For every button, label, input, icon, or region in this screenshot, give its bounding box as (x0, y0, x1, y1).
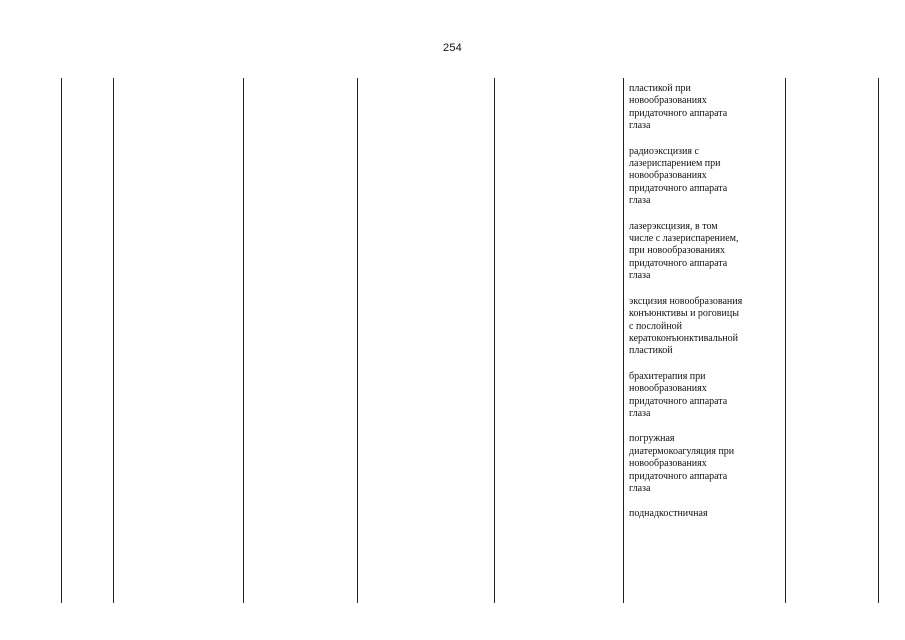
treatment-method-item: пластикой при новообразованиях придаточного аппарата глаза (629, 83, 728, 132)
column-divider (113, 78, 114, 603)
treatment-method-list (629, 83, 783, 521)
treatment-method-item: погружная диатермокоагуляция при новообразованиях придаточного аппарата глаза (629, 433, 735, 494)
page-number: 254 (443, 42, 462, 54)
column-divider (61, 78, 62, 603)
column-divider (243, 78, 244, 603)
column-divider (357, 78, 358, 603)
column-divider (785, 78, 786, 603)
treatment-method-item: поднадкостничная (629, 508, 708, 520)
treatment-method-item: лазерэксцизия, в том числе с лазериспарением, при новообразованиях придаточного аппарата глаза (629, 220, 739, 282)
treatment-method-item: радиоэксцизия с лазериспарением при новообразованиях придаточного аппарата глаза (629, 145, 728, 207)
column-divider (494, 78, 495, 603)
treatment-method-item: эксцизия новообразования конъюнктивы и роговицы с послойной кератоконъюнктивальной пластикой (629, 295, 743, 357)
treatment-method-item: брахитерапия при новообразованиях придаточного аппарата глаза (629, 370, 728, 419)
column-divider (623, 78, 624, 603)
column-divider (878, 78, 879, 603)
